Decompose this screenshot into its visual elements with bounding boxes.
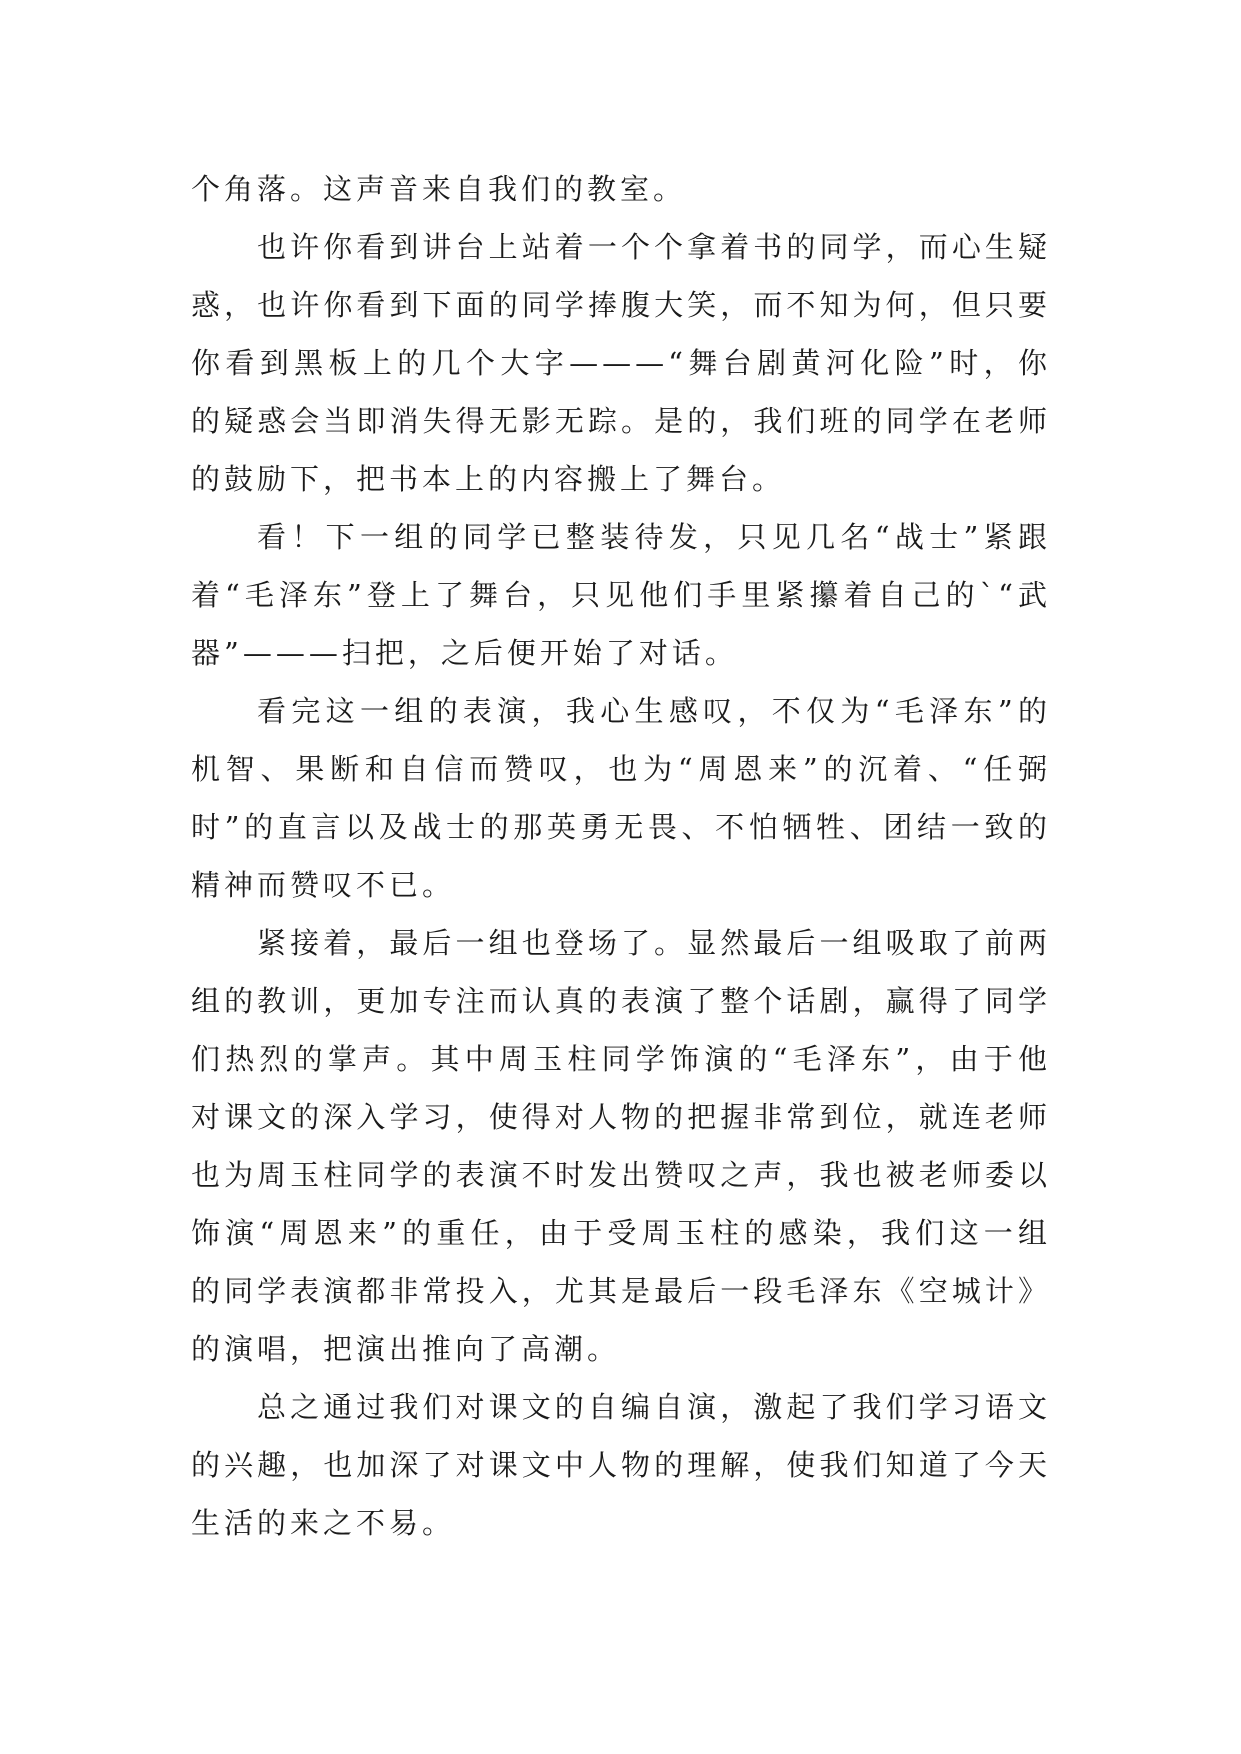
paragraph-final-group: 紧接着，最后一组也登场了。显然最后一组吸取了前两组的教训，更加专注而认真的表演了整个话剧，赢得了同学们热烈的掌声。其中周玉柱同学饰演的“毛泽东”，由于他对课文的深入学习，使得对人物的把握非常到位，就连老师也为周玉柱同学的表演不时发出赞叹之声，我也被老师委以饰演“周恩来”的重任，由于受周玉柱的感染，我们这一组的同学表演都非常投入，尤其是最后一段毛泽东《空城计》的演唱，把演出推向了高潮。 <box>191 926 1051 1366</box>
body-text <box>191 160 1051 1552</box>
paragraph-continuation: 个角落。这声音来自我们的教室。 <box>191 172 687 206</box>
paragraph-conclusion: 总之通过我们对课文的自编自演，激起了我们学习语文的兴趣，也加深了对课文中人物的理解，使我们知道了今天生活的来之不易。 <box>191 1390 1051 1540</box>
paragraph-reflection: 看完这一组的表演，我心生感叹，不仅为“毛泽东”的机智、果断和自信而赞叹，也为“周恩来”的沉着、“任弼时”的直言以及战士的那英勇无畏、不怕牺牲、团结一致的精神而赞叹不已。 <box>191 694 1051 902</box>
paragraph-classroom-scene: 也许你看到讲台上站着一个个拿着书的同学，而心生疑惑，也许你看到下面的同学捧腹大笑，而不知为何，但只要你看到黑板上的几个大字———“舞台剧黄河化险”时，你的疑惑会当即消失得无影无踪。是的，我们班的同学在老师的鼓励下，把书本上的内容搬上了舞台。 <box>191 230 1051 496</box>
paragraph-next-group: 看！下一组的同学已整装待发，只见几名“战士”紧跟着“毛泽东”登上了舞台，只见他们手里紧攥着自己的`“武器”———扫把，之后便开始了对话。 <box>191 520 1051 670</box>
